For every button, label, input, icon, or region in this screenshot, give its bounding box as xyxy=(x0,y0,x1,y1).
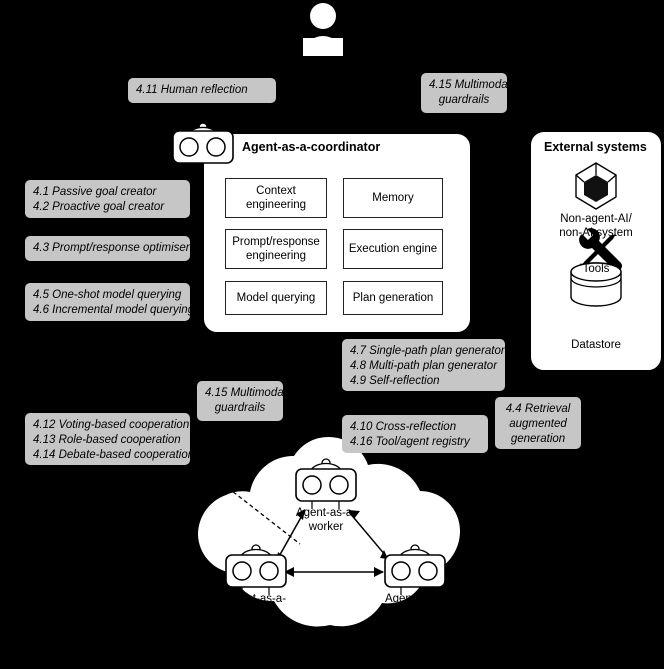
annotation-plan-generators[interactable]: 4.7 Single-path plan generator 4.8 Multi-path plan generator 4.9 Self-reflection xyxy=(342,339,505,391)
annotation-cooperation[interactable]: 4.12 Voting-based cooperation 4.13 Role-based cooperation 4.14 Debate-based cooperation xyxy=(25,413,190,465)
annotation-retrieval-augmented-generation[interactable]: 4.4 Retrieval augmented generation xyxy=(495,397,581,449)
coordinator-title: Agent-as-a-coordinator xyxy=(242,140,381,154)
capability-label: Plan generation xyxy=(352,292,434,304)
worker-label-top: Agent-as-a- worker xyxy=(295,507,357,533)
robot-agent-icon xyxy=(296,459,356,509)
annotation-model-querying[interactable]: 4.5 One-shot model querying 4.6 Incremental model querying xyxy=(25,283,190,321)
annotation-cross-reflection[interactable]: 4.10 Cross-reflection 4.16 Tool/agent registry xyxy=(342,415,488,453)
capability-label: Context engineering xyxy=(245,185,307,211)
capability-label: Prompt/response engineering xyxy=(232,236,320,262)
external-item-label-non-agent-ai: Non-agent-AI/ non-AI system xyxy=(559,213,633,239)
annotation-multimodal-guardrails-bottom[interactable]: 4.15 Multimodal guardrails xyxy=(197,381,283,421)
capability-label: Execution engine xyxy=(348,243,438,255)
robot-agent-icon xyxy=(226,545,286,595)
annotation-multimodal-guardrails-top[interactable]: 4.15 Multimodal guardrails xyxy=(421,73,507,113)
external-systems-title: External systems xyxy=(544,140,647,154)
external-item-label-tools: Tools xyxy=(582,263,610,275)
robot-agent-icon xyxy=(385,545,445,595)
capability-label: Memory xyxy=(372,192,414,204)
worker-label-left: Agent-as-a- worker xyxy=(225,593,287,619)
capability-label: Model querying xyxy=(236,292,316,304)
annotation-prompt-optimiser[interactable]: 4.3 Prompt/response optimiser xyxy=(25,236,190,261)
worker-label-right: Agent-as-a- worker xyxy=(384,593,446,619)
annotation-human-reflection[interactable]: 4.11 Human reflection xyxy=(128,78,276,103)
external-item-label-datastore: Datastore xyxy=(571,339,621,351)
annotation-goal-creators[interactable]: 4.1 Passive goal creator 4.2 Proactive goal creator xyxy=(25,180,190,218)
